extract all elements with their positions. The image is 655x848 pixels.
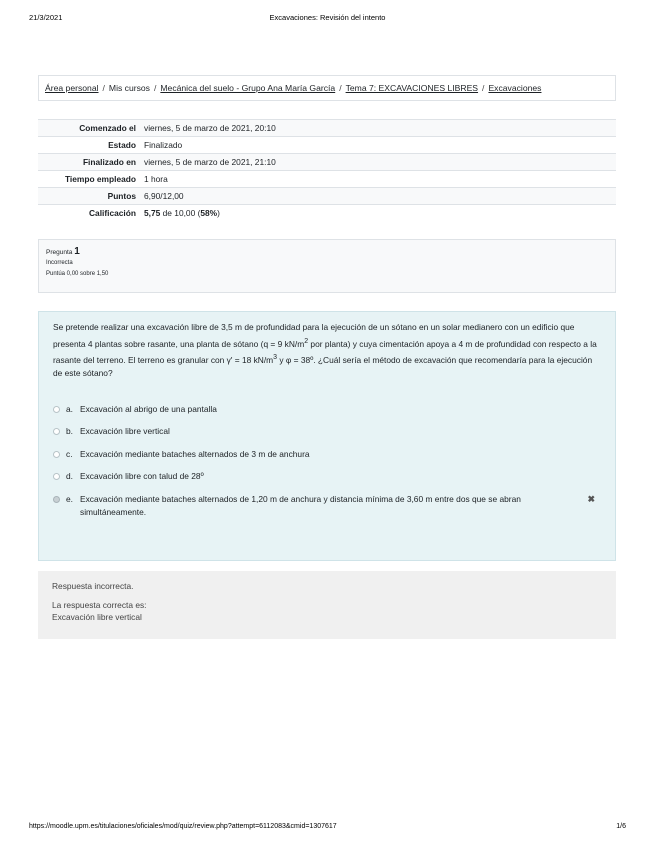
breadcrumb-separator: / — [482, 83, 485, 93]
attempt-summary-table — [38, 119, 616, 221]
breadcrumb-link-course[interactable]: Mecánica del suelo - Grupo Ana María García — [160, 83, 336, 93]
summary-value: viernes, 5 de marzo de 2021, 20:10 — [140, 120, 616, 137]
summary-label: Comenzado el — [38, 120, 140, 137]
print-url: https://moodle.upm.es/titulaciones/oficiales/mod/quiz/review.php?attempt=6112083&cmid=1307617 — [29, 823, 337, 830]
answer-option-d[interactable] — [53, 470, 601, 484]
question-info — [38, 239, 616, 293]
question-status: Incorrecta — [46, 260, 73, 266]
breadcrumb-link-topic[interactable]: Tema 7: EXCAVACIONES LIBRES — [345, 83, 479, 93]
summary-row-points — [38, 188, 616, 205]
answer-letter: a. — [66, 403, 73, 414]
answer-text: Excavación mediante bataches alternados de 3 m de anchura — [80, 448, 310, 459]
answer-option-c[interactable] — [53, 448, 601, 462]
print-date: 21/3/2021 — [29, 13, 63, 22]
answer-text: Excavación mediante bataches alternados de 1,20 m de anchura y distancia mínima de 3,60 m entre dos que se abran simultáneamente. — [80, 493, 521, 518]
question-text-part: Se pretende realizar una excavación libre de 3,5 m de profundidad para la ejecución de un sótano en un solar medianero con un edificio que presenta 4 plantas sobre rasante, una planta de sótano (q = 9 kN/m — [53, 322, 575, 349]
answer-letter: d. — [66, 471, 73, 482]
incorrect-cross-icon: ✖ — [587, 493, 595, 504]
question-prefix: Pregunta — [46, 249, 75, 256]
grade-percent: 58% — [200, 208, 218, 218]
summary-label: Calificación — [38, 205, 140, 222]
radio-button[interactable] — [53, 451, 60, 458]
feedback-result: Respuesta incorrecta. — [52, 581, 134, 591]
breadcrumb-link-area-personal[interactable]: Área personal — [45, 83, 99, 93]
feedback-box — [38, 571, 616, 639]
summary-value: Finalizado — [140, 137, 616, 154]
answer-text: Excavación al abrigo de una pantalla — [80, 403, 217, 414]
summary-label: Puntos — [38, 188, 140, 205]
answer-option-e[interactable] — [53, 493, 601, 520]
answer-option-b[interactable] — [53, 425, 601, 439]
radio-button-selected[interactable] — [53, 496, 60, 503]
question-text — [53, 321, 601, 381]
grade-score: 5,75 — [144, 208, 161, 218]
answer-text: Excavación libre vertical — [80, 426, 170, 437]
summary-row-time — [38, 171, 616, 188]
grade-close: ) — [217, 208, 220, 218]
summary-row-finished — [38, 154, 616, 171]
feedback-correct-answer: Excavación libre vertical — [52, 612, 142, 622]
grade-rest: de 10,00 ( — [160, 208, 201, 218]
print-title: Excavaciones: Revisión del intento — [269, 13, 386, 22]
answer-text: Excavación libre con talud de 28º — [80, 471, 204, 482]
summary-row-started — [38, 120, 616, 137]
question-text-part: por planta) y cuya cimentación apoya a 4 m de profundidad con respecto a la rasante del terreno. El terreno es granular con γ' = 18 kN/m — [53, 338, 597, 365]
breadcrumb-separator: / — [339, 83, 342, 93]
summary-value: viernes, 5 de marzo de 2021, 21:10 — [140, 154, 616, 171]
summary-value — [140, 205, 616, 222]
breadcrumb — [38, 75, 616, 101]
page-number: 1/6 — [616, 823, 626, 830]
summary-label: Estado — [38, 137, 140, 154]
answer-letter: b. — [66, 426, 73, 437]
summary-value: 1 hora — [140, 171, 616, 188]
summary-value: 6,90/12,00 — [140, 188, 616, 205]
question-formulation — [38, 311, 616, 561]
superscript: 2 — [304, 337, 309, 345]
radio-button[interactable] — [53, 473, 60, 480]
question-number — [46, 246, 608, 258]
summary-row-grade — [38, 205, 616, 222]
question-mark: Puntúa 0,00 sobre 1,50 — [46, 271, 109, 277]
radio-button[interactable] — [53, 428, 60, 435]
summary-label: Finalizado en — [38, 154, 140, 171]
answer-letter: e. — [66, 493, 73, 504]
breadcrumb-separator: / — [153, 83, 157, 93]
breadcrumb-item-mis-cursos: Mis cursos — [108, 83, 150, 93]
feedback-correct-label: La respuesta correcta es: — [52, 599, 147, 610]
summary-row-state — [38, 137, 616, 154]
superscript: 3 — [273, 353, 278, 361]
breadcrumb-link-quiz[interactable]: Excavaciones — [488, 83, 542, 93]
answer-option-a[interactable] — [53, 403, 601, 417]
radio-button[interactable] — [53, 406, 60, 413]
breadcrumb-separator: / — [102, 83, 105, 93]
question-number-value: 1 — [74, 246, 80, 257]
answer-letter: c. — [66, 448, 73, 459]
summary-label: Tiempo empleado — [38, 171, 140, 188]
question-text-part: y φ = 38º. ¿Cuál sería el método de excavación que recomendaría para la ejecución de este sótano? — [53, 354, 593, 379]
print-header — [0, 13, 655, 25]
